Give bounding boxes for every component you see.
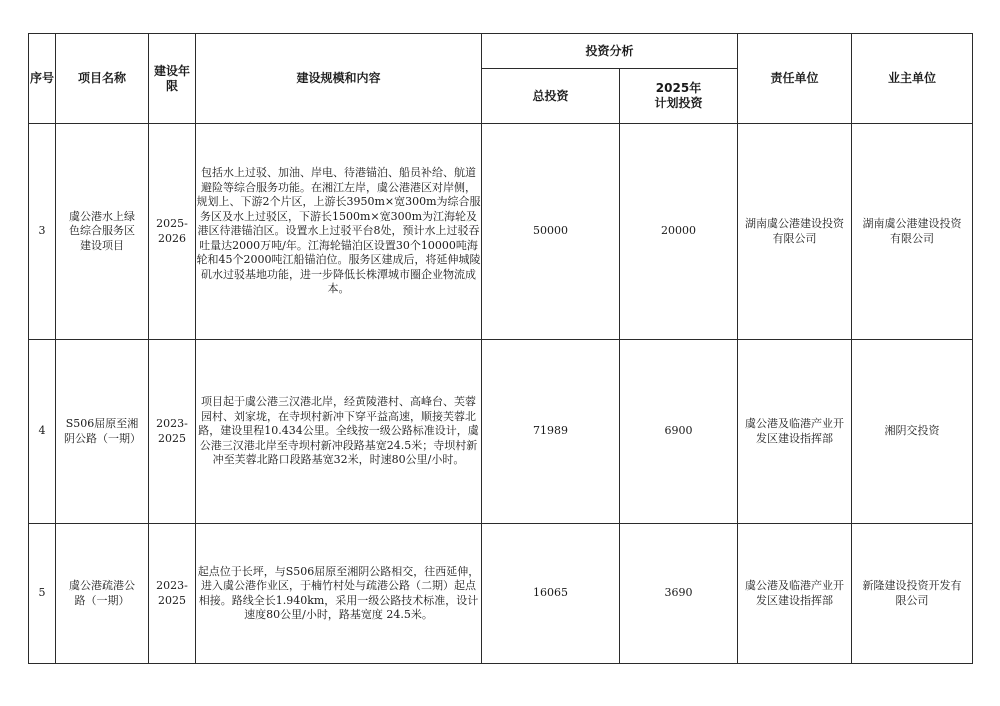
table-row	[29, 524, 973, 664]
row-scale: 包括水上过驳、加油、岸电、待港锚泊、船员补给、航道避险等综合服务功能。在湘江左岸，虞公港港区对岸侧，规划上、下游2个片区，上游长3950m×宽300m为综合服务区及水上过驳区，下游长1500m×宽300m为江海轮及港区待港锚泊区。设置水上过驳平台8处，预计水上过驳吞吐量达2000万吨/年。江海轮锚泊区设置30个10000吨海轮和45个2000吨江船锚泊位。服务区建成后，将延伸城陵矶水过驳基地功能，进一步降低长株潭城市圈企业物流成本。	[196, 124, 482, 340]
row-seq: 4	[29, 340, 56, 524]
header-scale: 建设规模和内容	[196, 34, 482, 124]
header-responsible: 责任单位	[738, 34, 852, 124]
row-responsible: 虞公港及临港产业开发区建设指挥部	[738, 524, 852, 664]
row-owner: 湘阴交投资	[852, 340, 973, 524]
header-investment: 投资分析	[482, 34, 738, 69]
row-owner: 湖南虞公港建设投资有限公司	[852, 124, 973, 340]
header-period: 建设年限	[149, 34, 196, 124]
table-row	[29, 340, 973, 524]
row-plan: 3690	[620, 524, 738, 664]
row-seq: 3	[29, 124, 56, 340]
row-plan: 6900	[620, 340, 738, 524]
header-plan-year: 2025年	[655, 81, 702, 95]
row-owner: 新隆建设投资开发有限公司	[852, 524, 973, 664]
row-scale: 项目起于虞公港三汉港北岸，经黄陵港村、高峰台、芙蓉园村、刘家垅，在寺坝村新冲下穿平益高速，顺接芙蓉北路，建设里程10.434公里。全线按一级公路标准设计，虞公港三汉港北岸至寺坝村新冲段路基宽24.5米；寺坝村新冲至芙蓉北路口段路基宽32米，时速80公里/小时。	[196, 340, 482, 524]
header-seq: 序号	[29, 34, 56, 124]
row-responsible: 虞公港及临港产业开发区建设指挥部	[738, 340, 852, 524]
table-row	[29, 124, 973, 340]
row-total: 71989	[482, 340, 620, 524]
row-name: 虞公港水上绿色综合服务区建设项目	[56, 124, 149, 340]
row-plan: 20000	[620, 124, 738, 340]
row-scale: 起点位于长坪，与S506屈原至湘阴公路相交，往西延伸，进入虞公港作业区，于楠竹村处与疏港公路（二期）起点相接。路线全长1.940km，采用一级公路技术标准，设计速度80公里/小时，路基宽度 24.5米。	[196, 524, 482, 664]
row-period: 2025-2026	[149, 124, 196, 340]
header-name: 项目名称	[56, 34, 149, 124]
row-name: S506屈原至湘阴公路（一期）	[56, 340, 149, 524]
header-owner: 业主单位	[852, 34, 973, 124]
header-plan-label: 计划投资	[654, 96, 703, 110]
row-total: 50000	[482, 124, 620, 340]
row-name: 虞公港疏港公路（一期）	[56, 524, 149, 664]
row-total: 16065	[482, 524, 620, 664]
row-responsible: 湖南虞公港建设投资有限公司	[738, 124, 852, 340]
header-total: 总投资	[482, 69, 620, 124]
project-table	[28, 33, 973, 664]
header-plan	[620, 69, 738, 124]
row-seq: 5	[29, 524, 56, 664]
row-period: 2023-2025	[149, 340, 196, 524]
row-period: 2023-2025	[149, 524, 196, 664]
